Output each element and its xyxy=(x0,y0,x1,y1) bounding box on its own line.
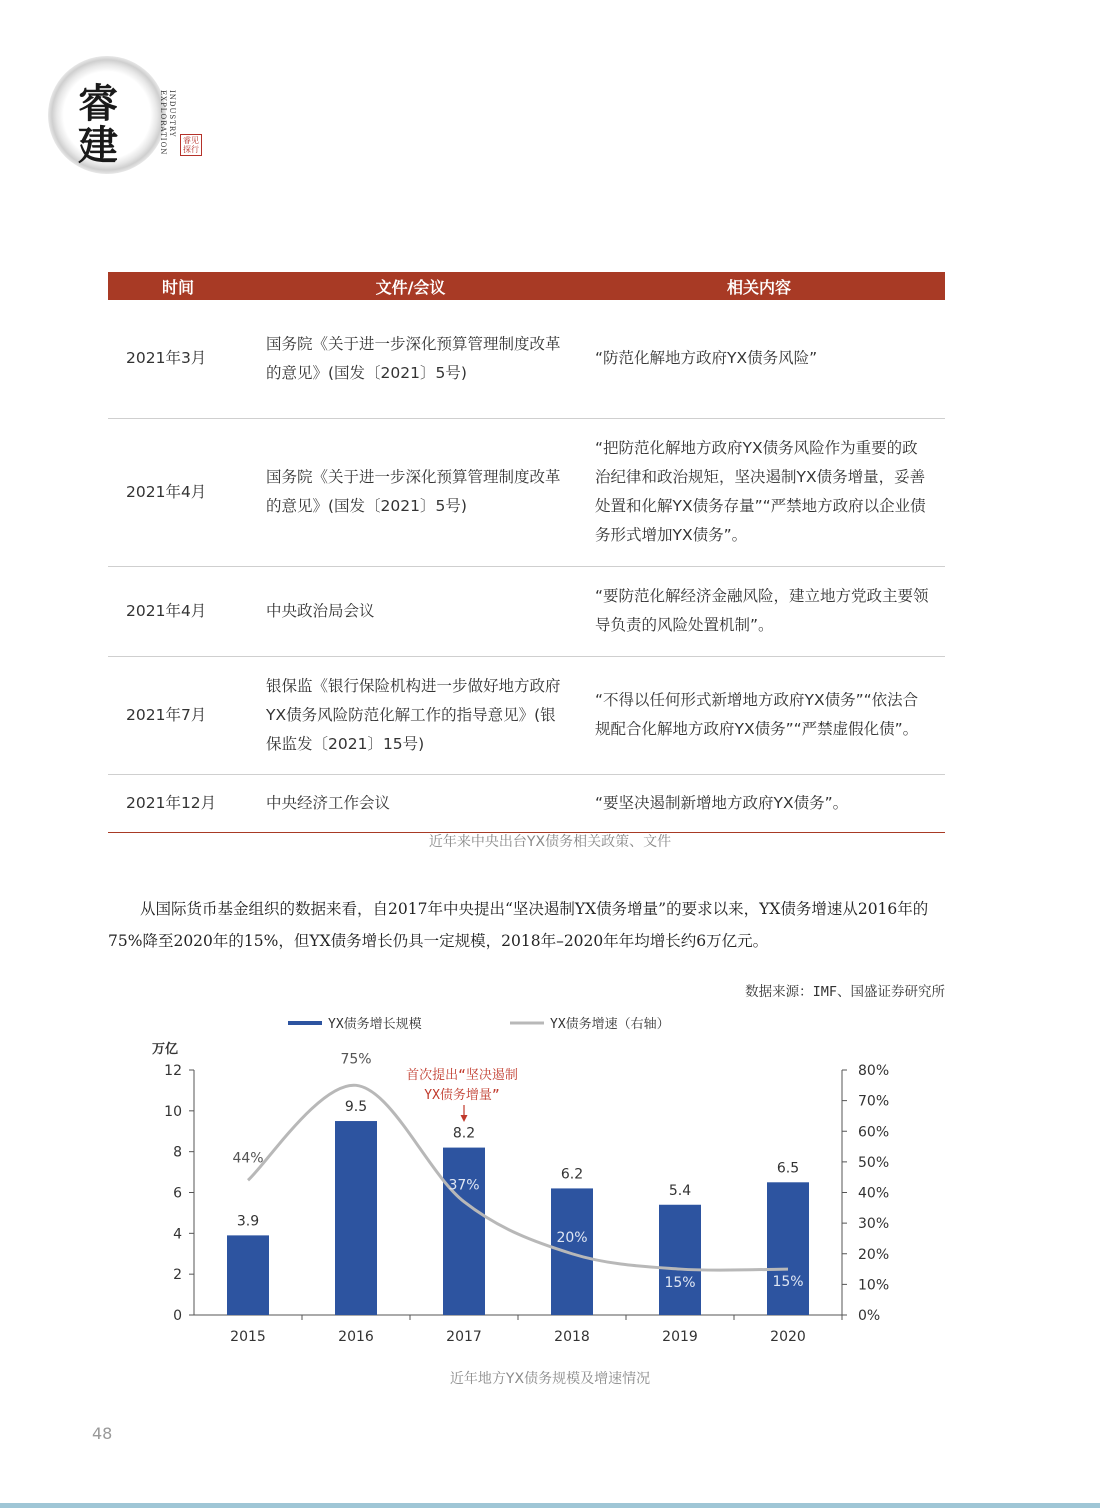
table-row xyxy=(108,774,945,832)
x-tick-label: 2016 xyxy=(338,1329,374,1345)
x-tick-label: 2017 xyxy=(446,1329,482,1345)
row-doc: 中央经济工作会议 xyxy=(248,774,573,832)
row-content: “要防范化解经济金融风险，建立地方党政主要领导负责的风险处置机制”。 xyxy=(573,566,945,656)
logo-english-text: INDUSTRY EXPLORATION xyxy=(159,90,176,156)
bar-2018 xyxy=(551,1188,593,1315)
row-content: “防范化解地方政府YX债务风险” xyxy=(573,300,945,418)
table-header-row xyxy=(108,272,945,300)
table-row xyxy=(108,656,945,774)
table-row xyxy=(108,566,945,656)
legend-line-label: YX债务增速（右轴） xyxy=(550,1017,670,1032)
row-time: 2021年3月 xyxy=(108,300,248,418)
right-tick-label: 20% xyxy=(858,1246,890,1263)
x-tick-label: 2015 xyxy=(230,1329,266,1345)
right-tick-label: 50% xyxy=(858,1154,890,1171)
row-content: “要坚决遏制新增地方政府YX债务”。 xyxy=(573,774,945,832)
bottom-bar xyxy=(0,1503,1100,1508)
left-tick-label: 6 xyxy=(173,1185,182,1202)
annotation-line-2: YX债务增量” xyxy=(424,1088,500,1103)
growth-rate-line xyxy=(248,1085,788,1270)
line-label-2020: 15% xyxy=(772,1274,804,1291)
line-label-2019: 15% xyxy=(664,1275,696,1292)
left-tick-label: 12 xyxy=(164,1063,182,1079)
left-tick-label: 2 xyxy=(173,1267,182,1284)
logo-char-2: 建 xyxy=(78,122,118,169)
table-header-time: 时间 xyxy=(108,272,248,300)
line-label-2017: 37% xyxy=(448,1177,480,1194)
annotation-line-1: 首次提出“坚决遏制 xyxy=(406,1068,518,1083)
annotation-arrow-head xyxy=(461,1115,468,1122)
line-label-2016: 75% xyxy=(340,1051,372,1068)
bar-label-2020: 6.5 xyxy=(776,1160,800,1177)
right-tick-label: 60% xyxy=(858,1124,890,1141)
body-paragraph: 从国际货币基金组织的数据来看，自2017年中央提出“坚决遏制YX债务增量”的要求以来，YX债务增速从2016年的75%降至2020年的15%，但YX债务增长仍具一定规模，2018年–2020年年均增长约6万亿元。 xyxy=(108,900,929,950)
right-tick-label: 80% xyxy=(858,1063,890,1079)
row-time: 2021年4月 xyxy=(108,566,248,656)
bar-label-2018: 6.2 xyxy=(560,1166,584,1183)
table-caption: 近年来中央出台YX债务相关政策、文件 xyxy=(428,834,672,850)
x-tick-label: 2020 xyxy=(770,1329,806,1345)
row-doc: 银保监《银行保险机构进一步做好地方政府YX债务风险防范化解工作的指导意见》(银保监发〔2021〕15号) xyxy=(248,656,573,774)
left-tick-label: 4 xyxy=(173,1226,182,1243)
bar-2019 xyxy=(659,1205,701,1315)
bar-label-2019: 5.4 xyxy=(668,1182,692,1199)
bar-label-2015: 3.9 xyxy=(236,1213,260,1230)
logo xyxy=(48,52,199,182)
table-row xyxy=(108,300,945,418)
table-header-doc: 文件/会议 xyxy=(248,272,573,300)
row-time: 2021年7月 xyxy=(108,656,248,774)
bar-label-2017: 8.2 xyxy=(452,1125,476,1142)
bar-2017 xyxy=(443,1148,485,1315)
bar-label-2016: 9.5 xyxy=(344,1099,368,1116)
right-tick-label: 30% xyxy=(858,1216,890,1233)
legend-bar-label: YX债务增长规模 xyxy=(328,1017,422,1032)
table-header-content: 相关内容 xyxy=(573,272,945,300)
row-time: 2021年4月 xyxy=(108,418,248,566)
row-doc: 国务院《关于进一步深化预算管理制度改革的意见》(国发〔2021〕5号) xyxy=(248,300,573,418)
bar-2020 xyxy=(767,1182,809,1315)
line-label-2015: 44% xyxy=(232,1150,264,1167)
table-row xyxy=(108,418,945,566)
bar-2016 xyxy=(335,1121,377,1315)
logo-seal: 睿见 探行 xyxy=(180,134,202,156)
page-number: 48 xyxy=(92,1424,113,1443)
left-tick-label: 10 xyxy=(164,1103,182,1120)
right-tick-label: 10% xyxy=(858,1277,890,1294)
chart-caption: 近年地方YX债务规模及增速情况 xyxy=(449,1371,651,1387)
x-tick-label: 2018 xyxy=(554,1329,590,1345)
debt-chart xyxy=(100,1005,960,1365)
row-time: 2021年12月 xyxy=(108,774,248,832)
bar-2015 xyxy=(227,1235,269,1315)
row-content: “把防范化解地方政府YX债务风险作为重要的政治纪律和政治规矩，坚决遏制YX债务增量，妥善处置和化解YX债务存量”“严禁地方政府以企业债务形式增加YX债务”。 xyxy=(573,418,945,566)
right-tick-label: 0% xyxy=(858,1308,881,1324)
data-source: 数据来源：IMF、国盛证券研究所 xyxy=(745,984,945,1000)
right-tick-label: 40% xyxy=(858,1185,890,1202)
line-label-2018: 20% xyxy=(556,1229,588,1246)
logo-char-1: 睿 xyxy=(78,80,118,127)
y-axis-unit: 万亿 xyxy=(152,1042,179,1057)
row-doc: 国务院《关于进一步深化预算管理制度改革的意见》(国发〔2021〕5号) xyxy=(248,418,573,566)
row-content: “不得以任何形式新增地方政府YX债务”“依法合规配合化解地方政府YX债务”“严禁虚假化债”。 xyxy=(573,656,945,774)
row-doc: 中央政治局会议 xyxy=(248,566,573,656)
left-tick-label: 8 xyxy=(173,1144,182,1161)
left-tick-label: 0 xyxy=(173,1308,182,1324)
right-tick-label: 70% xyxy=(858,1093,890,1110)
policy-table xyxy=(108,272,945,833)
x-tick-label: 2019 xyxy=(662,1329,698,1345)
